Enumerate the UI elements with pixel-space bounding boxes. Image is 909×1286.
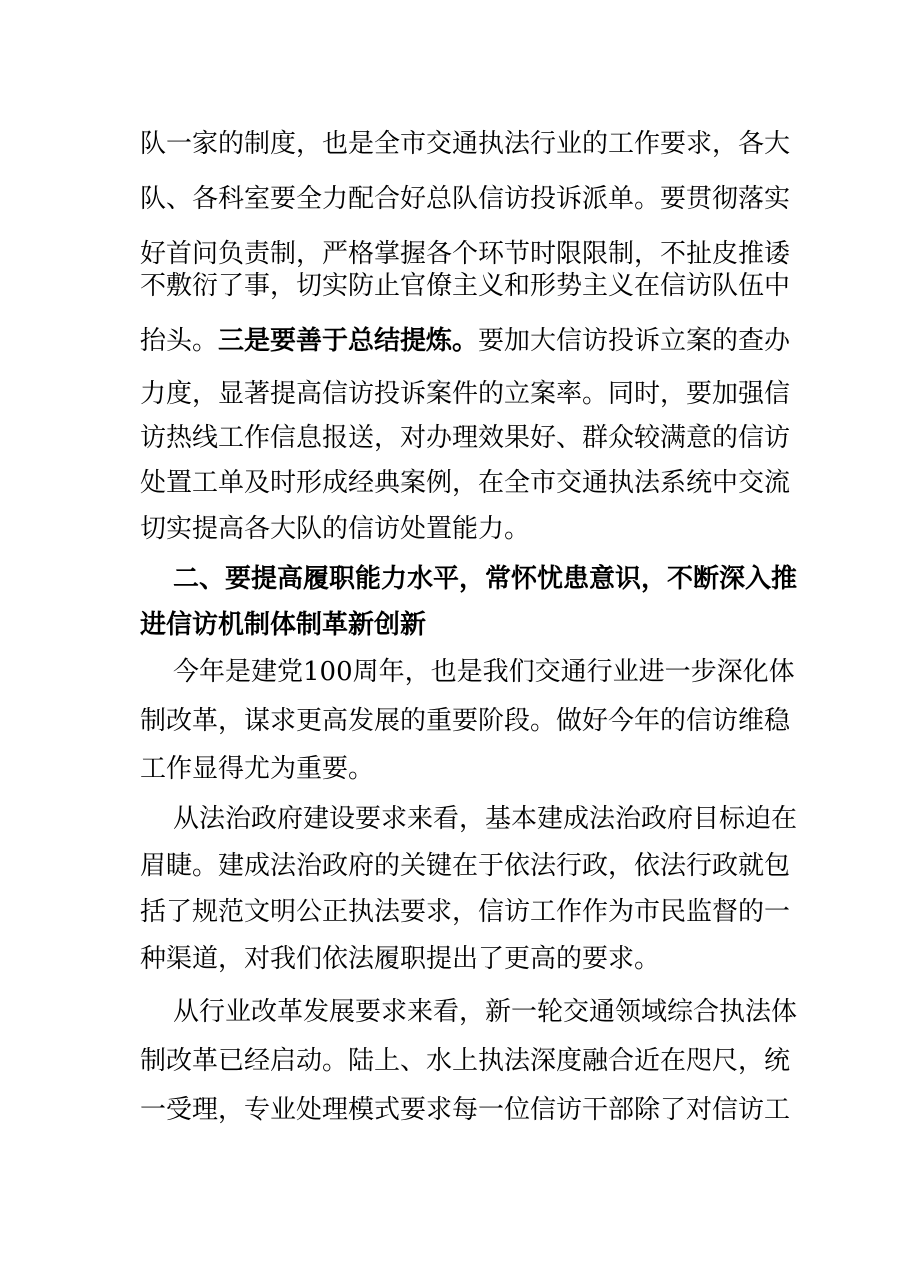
paragraph-1-line-6: 力度，显著提高信访投诉案件的立案率。同时，要加强信 bbox=[140, 379, 791, 409]
paragraph-1-line-5 bbox=[140, 324, 791, 358]
section-heading-line-2: 进信访机制体制革新创新 bbox=[140, 610, 427, 640]
paragraph-1-line-7: 访热线工作信息报送，对办理效果好、群众较满意的信访 bbox=[140, 423, 791, 453]
paragraph-2-line-1: 今年是建党100周年，也是我们交通行业进一步深化体 bbox=[173, 657, 795, 687]
paragraph-4-line-3: 一受理，专业处理模式要求每一位信访干部除了对信访工 bbox=[140, 1095, 791, 1125]
line-5-prefix: 抬头。 bbox=[140, 326, 219, 356]
paragraph-3-line-4: 种渠道，对我们依法履职提出了更高的要求。 bbox=[140, 944, 661, 974]
line-5-suffix: 要加大信访投诉立案的查办 bbox=[478, 326, 791, 356]
paragraph-1-line-3: 好首问负责制，严格掌握各个环节时限限制，不扯皮推诿 bbox=[140, 239, 791, 269]
paragraph-2-line-3: 工作显得尤为重要。 bbox=[140, 754, 375, 784]
paragraph-3-line-3: 括了规范文明公正执法要求，信访工作作为市民监督的一 bbox=[140, 897, 791, 927]
paragraph-1-line-2: 队、各科室要全力配合好总队信访投诉派单。要贯彻落实 bbox=[140, 184, 791, 214]
paragraph-2-line-2: 制改革，谋求更高发展的重要阶段。做好今年的信访维稳 bbox=[140, 706, 791, 736]
emphasis-heading: 三是要善于总结提炼。 bbox=[218, 326, 479, 356]
paragraph-1-line-9: 切实提高各大队的信访处置能力。 bbox=[140, 514, 531, 544]
section-heading-line-1: 二、要提高履职能力水平，常怀忧患意识，不断深入推 bbox=[173, 564, 798, 594]
paragraph-3-line-1: 从法治政府建设要求来看，基本建成法治政府目标迫在 bbox=[173, 804, 798, 834]
paragraph-1-line-8: 处置工单及时形成经典案例，在全市交通执法系统中交流 bbox=[140, 468, 791, 498]
paragraph-4-line-2: 制改革已经启动。陆上、水上执法深度融合近在咫尺，统 bbox=[140, 1046, 791, 1076]
paragraph-3-line-2: 眉睫。建成法治政府的关键在于依法行政，依法行政就包 bbox=[140, 851, 791, 881]
paragraph-1-line-1: 队一家的制度，也是全市交通执法行业的工作要求，各大 bbox=[140, 129, 791, 159]
paragraph-4-line-1: 从行业改革发展要求来看，新一轮交通领域综合执法体 bbox=[173, 997, 798, 1027]
paragraph-1-line-4: 不敷衍了事，切实防止官僚主义和形势主义在信访队伍中 bbox=[140, 271, 791, 301]
